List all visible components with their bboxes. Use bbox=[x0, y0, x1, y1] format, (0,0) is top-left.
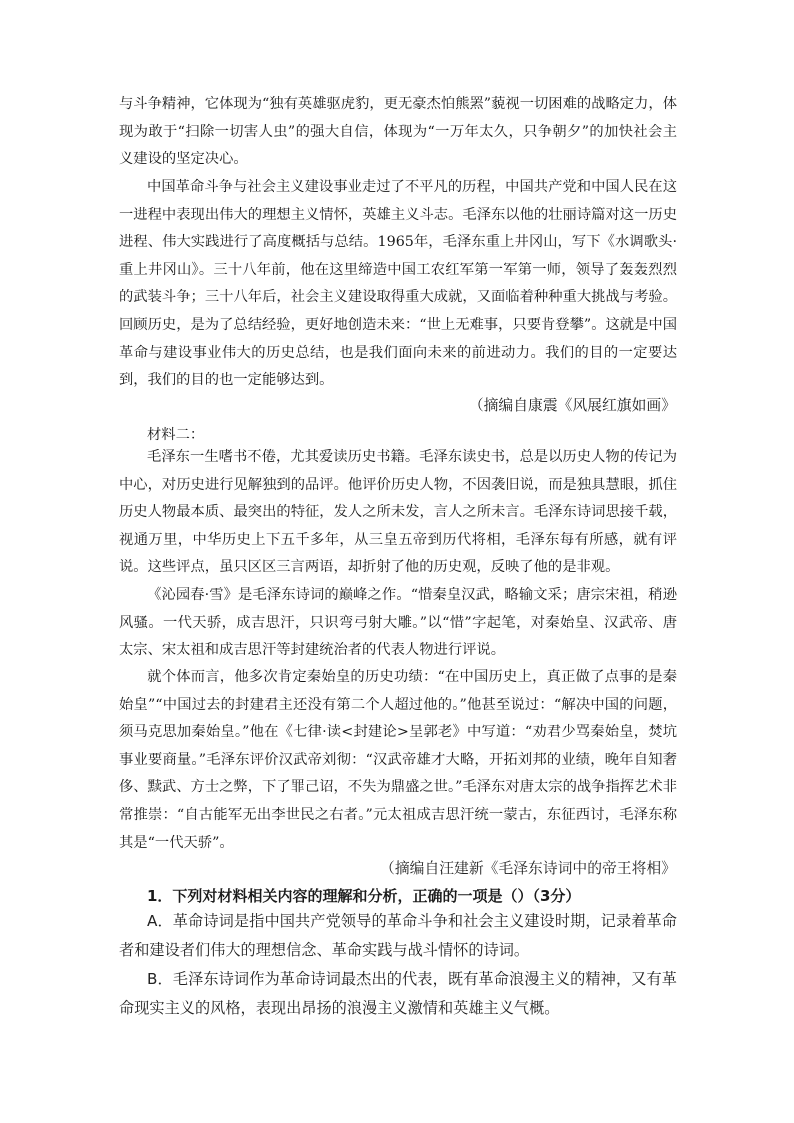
material2-paragraph-2 bbox=[119, 582, 677, 665]
question-1-option-b-text: B．毛泽东诗词作为革命诗词最杰出的代表，既有革命浪漫主义的精神，又有革命现实主义的风格，表现出昂扬的浪漫主义激情和英雄主义气概。 bbox=[119, 970, 677, 1017]
material2-paragraph-3 bbox=[119, 664, 677, 857]
material2-paragraph-2-text: 《沁园春·雪》是毛泽东诗词的巅峰之作。“惜秦皇汉武，略输文采；唐宗宋祖，稍逊风骚。一代天骄，成吉思汗，只识弯弓射大雕。”以“惜”字起笔，对秦始皇、汉武帝、唐太宗、宋太祖和成吉思汗等封建统治者的代表人物进行评说。 bbox=[119, 587, 677, 659]
material2-paragraph-3-text: 就个体而言，他多次肯定秦始皇的历史功绩：“在中国历史上，真正做了点事的是秦始皇”“中国过去的封建君主还没有第二个人超过他的。”他甚至说过：“解决中国的问题，须马克思加秦始皇。”他在《七律·读<封建论>呈郭老》中写道：“劝君少骂秦始皇，焚坑事业要商量。”毛泽东评价汉武帝刘彻：“汉武帝雄才大略，开拓刘邦的业绩，晚年自知奢侈、黩武、方士之弊，下了罪己诏，不失为鼎盛之世。”毛泽东对唐太宗的战争指挥艺术非常推崇：“自古能军无出李世民之右者。”元太祖成吉思汗统一蒙古，东征西讨，毛泽东称其是“一代天骄”。 bbox=[119, 669, 677, 851]
material2-paragraph-1 bbox=[119, 444, 677, 582]
material2-heading: 材料二： bbox=[147, 427, 205, 443]
material2-paragraph-1-text: 毛泽东一生嗜书不倦，尤其爱读历史书籍。毛泽东读史书，总是以历史人物的传记为中心，对历史进行见解独到的品评。他评价历史人物，不因袭旧说，而是独具慧眼，抓住历史人物最本质、最突出的特征，发人之所未发，言人之所未言。毛泽东诗词思接千载，视通万里，中华历史上下五千多年，从三皇五帝到历代将相，毛泽东每有所感，就有评说。这些评点，虽只区区三言两语，却折射了他的历史观，反映了他的是非观。 bbox=[119, 449, 677, 576]
material1-paragraph-2-text: 中国革命斗争与社会主义建设事业走过了不平凡的历程，中国共产党和中国人民在这一进程中表现出伟大的理想主义情怀，英雄主义斗志。毛泽东以他的壮丽诗篇对这一历史进程、伟大实践进行了高度概括与总结。1965年，毛泽东重上井冈山，写下《水调歌头·重上井冈山》。三十八年前，他在这里缔造中国工农红军第一军第一师，领导了轰轰烈烈的武装斗争；三十八年后，社会主义建设取得重大成就，又面临着种种重大挑战与考验。回顾历史，是为了总结经验，更好地创造未来：“世上无难事，只要肯登攀”。这就是中国革命与建设事业伟大的历史总结，也是我们面向未来的前进动力。我们的目的一定要达到，我们的目的也一定能够达到。 bbox=[119, 179, 677, 389]
question-1-option-a bbox=[119, 907, 677, 965]
material1-paragraph-2 bbox=[119, 174, 677, 395]
question-1-option-b bbox=[119, 965, 677, 1023]
material1-paragraph-continued: 与斗争精神，它体现为“独有英雄驱虎豹，更无豪杰怕熊罴”藐视一切困难的战略定力，体现为敢于“扫除一切害人虫”的强大自信，体现为“一万年太久，只争朝夕”的加快社会主义建设的坚定决心。 bbox=[119, 96, 677, 168]
material2-source: （摘编自汪建新《毛泽东诗词中的帝王将相》 bbox=[380, 860, 676, 877]
material1-source: （摘编自康震《风展红旗如画》 bbox=[468, 397, 676, 414]
question-1-stem: 1．下列对材料相关内容的理解和分析，正确的一项是（）（3分） bbox=[147, 887, 581, 905]
question-1-option-a-text: A．革命诗词是指中国共产党领导的革命斗争和社会主义建设时期，记录着革命者和建设者们伟大的理想信念、革命实践与战斗情怀的诗词。 bbox=[119, 912, 677, 959]
